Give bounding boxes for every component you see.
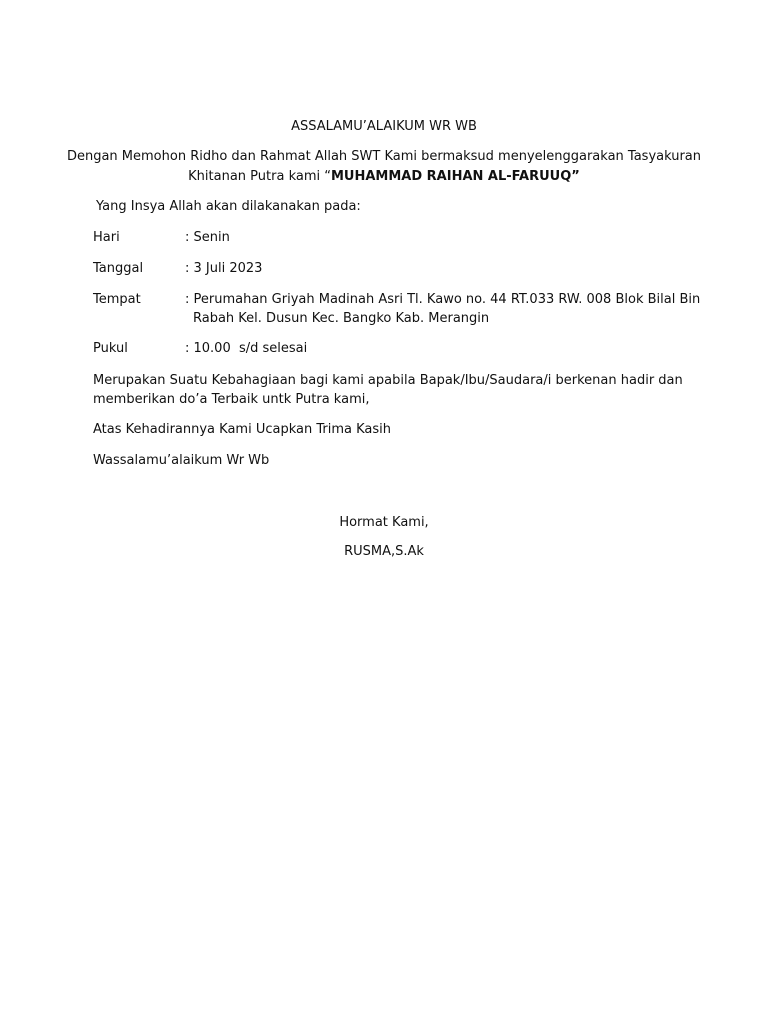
detail-time-row [93,340,307,358]
signature-regards: Hormat Kami, [339,515,429,530]
detail-day-value: : Senin [185,230,230,245]
detail-time-value: : 10.00 s/d selesai [185,341,308,356]
detail-place-row [93,291,700,309]
detail-place-value-line-2: Rabah Kel. Dusun Kec. Bangko Kab. Merangin [193,311,490,326]
detail-day-label: Hari [93,230,120,245]
detail-date-row [93,260,262,278]
farewell-text: Wassalamu’alaikum Wr Wb [93,453,270,468]
intro-prefix: Khitanan Putra kami “ [188,169,331,184]
detail-place-value-line-1: : Perumahan Griyah Madinah Asri Tl. Kawo no. 44 RT.033 RW. 008 Blok Bilal Bin [185,292,701,307]
detail-place-label: Tempat [93,292,141,307]
intro-line-2 [0,168,768,186]
closing-line-1: Merupakan Suatu Kebahagiaan bagi kami apabila Bapak/Ibu/Saudara/i berkenan hadir dan [93,373,683,388]
child-name: MUHAMMAD RAIHAN AL-FARUUQ” [330,169,580,184]
thanks-text: Atas Kehadirannya Kami Ucapkan Trima Kasih [93,422,391,437]
intro-line-1: Dengan Memohon Ridho dan Rahmat Allah SWT Kami bermaksud menyelenggarakan Tasyakuran [66,149,702,164]
detail-day-row [93,229,230,247]
closing-line-2: memberikan do’a Terbaik untk Putra kami, [93,392,370,407]
signature-name: RUSMA,S.Ak [344,544,424,559]
detail-date-label: Tanggal [93,261,144,276]
greeting-heading: ASSALAMU’ALAIKUM WR WB [291,119,477,134]
detail-time-label: Pukul [93,341,128,356]
lead-in-text: Yang Insya Allah akan dilakanakan pada: [96,199,361,214]
detail-date-value: : 3 Juli 2023 [185,261,263,276]
